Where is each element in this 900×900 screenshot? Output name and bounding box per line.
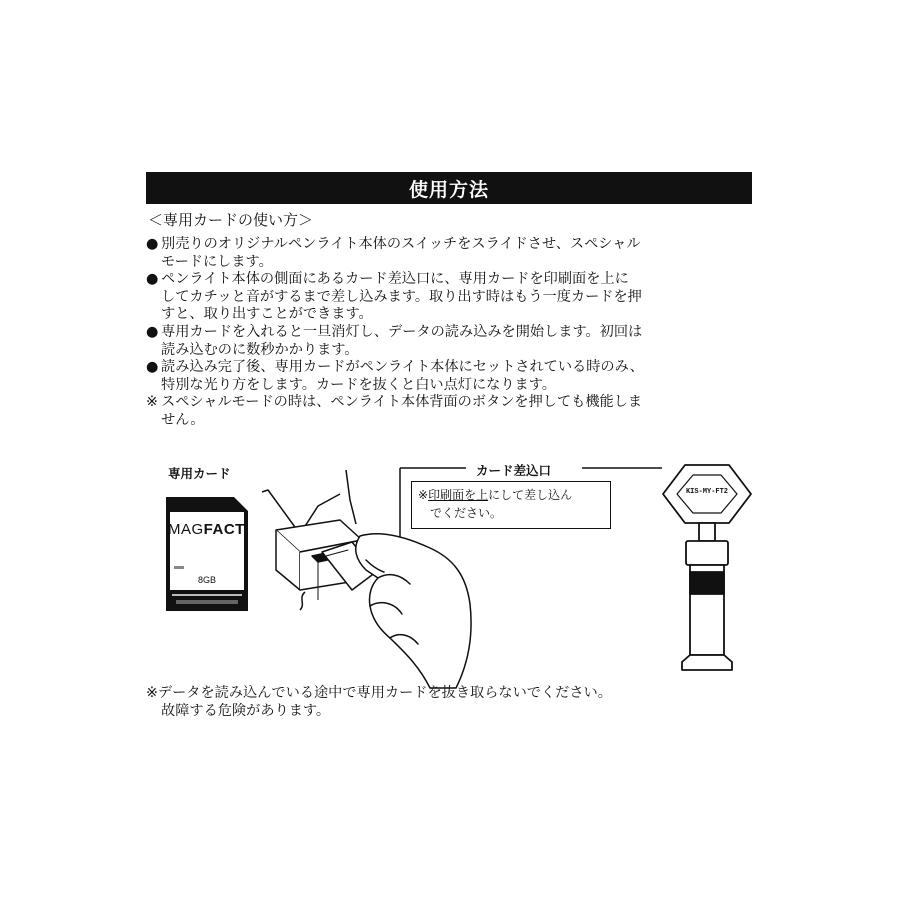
- insertion-callout: [411, 481, 611, 529]
- bullet-mark: ●: [146, 236, 159, 252]
- bullet-mark: ●: [146, 323, 159, 340]
- warning-line-2: 故障する危険があります。: [161, 703, 331, 719]
- callout-emphasis: 印刷面を上: [428, 488, 489, 502]
- bullet-mark: ●: [146, 359, 159, 376]
- penlight-logo-text: KIS-MY-FT2: [685, 488, 728, 496]
- slot-label: カード差込口: [472, 461, 555, 479]
- note-line: せん。: [161, 411, 205, 428]
- instruction-line: モードにします。: [161, 253, 273, 270]
- card-brand-light: MAG: [168, 521, 204, 538]
- card-brand-bold: FACT: [203, 521, 245, 538]
- instruction-line: 別売りのオリジナルペンライト本体のスイッチをスライドさせ、スペシャル: [161, 236, 641, 252]
- removal-warning: [146, 684, 612, 720]
- penlight-slot-illustration: [262, 470, 362, 610]
- card-brand: [168, 521, 244, 538]
- warning-mark: ※: [146, 685, 158, 701]
- instruction-line: 専用カードを入れると一旦消灯し、データの読み込みを開始します。初回は: [161, 323, 643, 340]
- instruction-line: すと、取り出すことができます。: [161, 306, 373, 323]
- callout-line-1: [418, 486, 604, 504]
- instruction-line: してカチッと音がするまで差し込みます。取り出す時はもう一度カードを押: [161, 288, 642, 305]
- sd-card-illustration: [166, 497, 248, 611]
- instruction-line: 読み込むのに数秒かかります。: [161, 341, 359, 358]
- card-capacity: 8GB: [198, 575, 217, 585]
- note-mark: ※: [146, 394, 158, 411]
- instruction-line: ペンライト本体の側面にあるカード差込口に、専用カードを印刷面を上に: [161, 271, 629, 288]
- note-line: スペシャルモードの時は、ペンライト本体背面のボタンを押しても機能しま: [161, 394, 643, 411]
- instruction-line: 特別な光り方をします。カードを抜くと白い点灯になります。: [161, 376, 556, 393]
- callout-mark: ※: [418, 488, 429, 502]
- warning-text-1: データを読み込んでいる途中で専用カードを抜き取らないでください。: [157, 685, 612, 701]
- callout-line-2: でください。: [430, 506, 503, 520]
- instruction-line: 読み込み完了後、専用カードがペンライト本体にセットされている時のみ、: [161, 359, 644, 376]
- section-title: 使用方法: [408, 178, 489, 201]
- warning-line-1: [146, 684, 612, 702]
- subheading: ＜専用カードの使い方＞: [148, 211, 314, 229]
- bullet-mark: ●: [146, 271, 159, 288]
- hand-illustration: [322, 534, 471, 688]
- card-label: 専用カード: [168, 466, 231, 481]
- callout-rest: にして差し込ん: [488, 488, 573, 502]
